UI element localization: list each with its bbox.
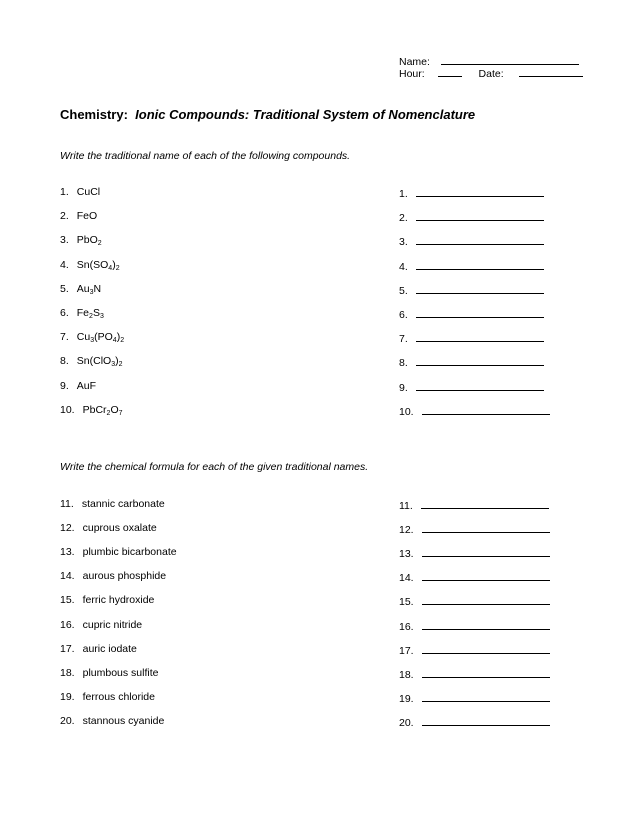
formula-subscript: 4 (112, 337, 117, 345)
compound-name: plumbic bicarbonate (82, 546, 177, 559)
answer-blank[interactable] (416, 186, 544, 197)
compound-name: stannous cyanide (82, 714, 165, 727)
hour-field[interactable] (438, 66, 462, 77)
formula-part: Au (76, 282, 90, 295)
compound-name: stannic carbonate (81, 498, 165, 510)
formula-part: ) (115, 355, 119, 368)
compound-name: ferrous chloride (82, 690, 155, 703)
question-number: 10. (60, 403, 75, 416)
section1-instruction: Write the traditional name of each of the following compounds. (60, 150, 351, 162)
answer-number: 4. (399, 260, 408, 273)
formula-part: Sn(SO (76, 258, 109, 271)
answer-number: 18. (399, 668, 414, 681)
question-item (60, 546, 177, 558)
compound-formula (77, 210, 97, 222)
compound-formula (77, 331, 124, 343)
question-item (60, 355, 123, 367)
question-item (60, 404, 123, 416)
formula-subscript: 4 (108, 264, 113, 272)
question-item (60, 594, 154, 606)
compound-name: ferric hydroxide (82, 594, 155, 607)
name-label: Name: (399, 56, 430, 68)
question-number: 14. (60, 570, 75, 583)
question-item (60, 643, 137, 655)
question-number: 3. (60, 234, 69, 247)
answer-number: 10. (399, 405, 414, 418)
hour-date-row (399, 66, 583, 80)
question-number: 5. (60, 282, 69, 295)
compound-formula (77, 186, 100, 198)
question-number: 7. (60, 331, 69, 344)
question-item (60, 210, 97, 222)
answer-blank[interactable] (416, 234, 544, 245)
question-item (60, 307, 104, 319)
answer-number: 8. (399, 357, 408, 370)
answer-item (399, 210, 544, 224)
answer-number: 5. (399, 284, 408, 297)
answer-item (399, 715, 550, 729)
compound-formula (83, 404, 123, 416)
answer-blank[interactable] (416, 307, 544, 318)
answer-item (399, 546, 550, 560)
question-item (60, 715, 164, 727)
formula-subscript: 2 (106, 409, 111, 417)
answer-item (399, 331, 544, 345)
answer-blank[interactable] (422, 619, 550, 630)
title-main: Ionic Compounds: Traditional System of Nomenclature (135, 107, 476, 122)
formula-subscript: 2 (118, 361, 123, 369)
question-item (60, 234, 102, 246)
compound-formula (77, 283, 101, 295)
title-prefix: Chemistry: (60, 107, 128, 122)
answer-item (399, 186, 544, 200)
question-item (60, 380, 96, 392)
answer-item (399, 498, 549, 512)
question-number: 20. (60, 714, 75, 727)
answer-blank[interactable] (422, 570, 550, 581)
answer-item (399, 594, 550, 608)
compound-formula (77, 259, 120, 271)
answer-item (399, 283, 544, 297)
section2-instruction: Write the chemical formula for each of the given traditional names. (60, 461, 369, 473)
compound-name: plumbous sulfite (82, 666, 159, 679)
compound-name: auric iodate (82, 642, 137, 655)
question-number: 13. (60, 546, 75, 559)
answer-blank[interactable] (422, 546, 550, 557)
formula-subscript: 3 (90, 337, 95, 345)
formula-subscript: 7 (118, 409, 123, 417)
answer-item (399, 570, 550, 584)
hour-label: Hour: (399, 68, 425, 80)
formula-part: FeO (76, 210, 98, 223)
answer-number: 2. (399, 212, 408, 225)
question-number: 1. (60, 186, 69, 198)
date-field[interactable] (519, 66, 583, 77)
answer-item (399, 355, 544, 369)
compound-formula (77, 234, 102, 246)
question-item (60, 259, 120, 271)
formula-part: O (110, 403, 119, 416)
formula-part: ) (116, 331, 121, 344)
formula-subscript: 3 (111, 361, 116, 369)
formula-part: AuF (76, 379, 97, 392)
answer-number: 15. (399, 596, 414, 609)
formula-subscript: 2 (115, 264, 120, 272)
question-item (60, 619, 142, 631)
answer-number: 9. (399, 381, 408, 394)
answer-blank[interactable] (416, 283, 544, 294)
question-number: 12. (60, 522, 75, 535)
answer-item (399, 667, 550, 681)
answer-number: 11. (399, 500, 413, 512)
answer-blank[interactable] (422, 667, 550, 678)
answer-blank[interactable] (422, 522, 550, 533)
compound-formula (77, 355, 123, 367)
answer-blank[interactable] (416, 210, 544, 221)
formula-subscript: 3 (89, 288, 94, 296)
question-number: 4. (60, 258, 69, 271)
answer-number: 3. (399, 236, 408, 249)
answer-number: 17. (399, 644, 414, 657)
answer-blank[interactable] (416, 259, 544, 270)
answer-item (399, 643, 550, 657)
answer-number: 20. (399, 716, 414, 729)
answer-blank[interactable] (422, 643, 550, 654)
answer-item (399, 307, 544, 321)
formula-part: Sn(ClO (76, 355, 112, 368)
answer-item (399, 619, 550, 633)
formula-part: ) (112, 258, 116, 271)
formula-part: PbO (76, 234, 98, 247)
page-title (60, 107, 475, 122)
formula-subscript: 2 (89, 313, 93, 320)
answer-blank[interactable] (422, 404, 550, 415)
question-item (60, 522, 157, 534)
date-label: Date: (478, 68, 504, 80)
compound-formula (77, 307, 104, 319)
answer-blank[interactable] (422, 594, 550, 605)
answer-item (399, 234, 544, 248)
formula-part: CuCl (76, 186, 101, 198)
question-number: 15. (60, 594, 75, 607)
formula-part: Cu (76, 331, 91, 344)
answer-number: 13. (399, 548, 414, 561)
question-number: 16. (60, 618, 75, 631)
compound-formula (77, 380, 96, 392)
compound-name: aurous phosphide (82, 570, 167, 583)
answer-blank[interactable] (416, 380, 544, 391)
question-number: 11. (60, 498, 74, 510)
answer-item (399, 404, 550, 418)
question-number: 19. (60, 690, 75, 703)
formula-part: Fe (76, 307, 90, 319)
question-item (60, 186, 100, 198)
answer-blank[interactable] (416, 331, 544, 342)
question-item (60, 331, 124, 343)
question-item (60, 667, 158, 679)
answer-item (399, 380, 544, 394)
formula-part: PbCr (82, 403, 107, 416)
question-item (60, 498, 165, 510)
question-item (60, 283, 101, 295)
answer-number: 12. (399, 524, 414, 537)
name-field[interactable] (441, 54, 579, 65)
answer-item (399, 259, 544, 273)
answer-number: 7. (399, 333, 408, 346)
formula-part: S (92, 307, 100, 319)
question-item (60, 691, 155, 703)
question-number: 8. (60, 355, 69, 368)
formula-subscript: 2 (97, 240, 102, 248)
answer-item (399, 691, 550, 705)
answer-blank[interactable] (421, 498, 549, 509)
compound-name: cupric nitride (82, 618, 143, 631)
formula-subscript: 3 (99, 313, 104, 320)
answer-item (399, 522, 550, 536)
question-number: 18. (60, 666, 75, 679)
compound-name: cuprous oxalate (82, 522, 157, 535)
question-item (60, 570, 166, 582)
answer-blank[interactable] (416, 355, 544, 366)
question-number: 17. (60, 642, 75, 655)
question-number: 6. (60, 307, 69, 319)
answer-number: 1. (399, 188, 408, 200)
answer-number: 6. (399, 309, 408, 321)
answer-blank[interactable] (422, 715, 550, 726)
question-number: 9. (60, 379, 69, 392)
answer-blank[interactable] (422, 691, 550, 702)
answer-number: 16. (399, 620, 414, 633)
question-number: 2. (60, 210, 69, 223)
formula-subscript: 2 (120, 337, 125, 345)
answer-number: 14. (399, 572, 414, 585)
formula-part: N (93, 282, 102, 295)
formula-part: (PO (94, 331, 113, 344)
answer-number: 19. (399, 692, 414, 705)
